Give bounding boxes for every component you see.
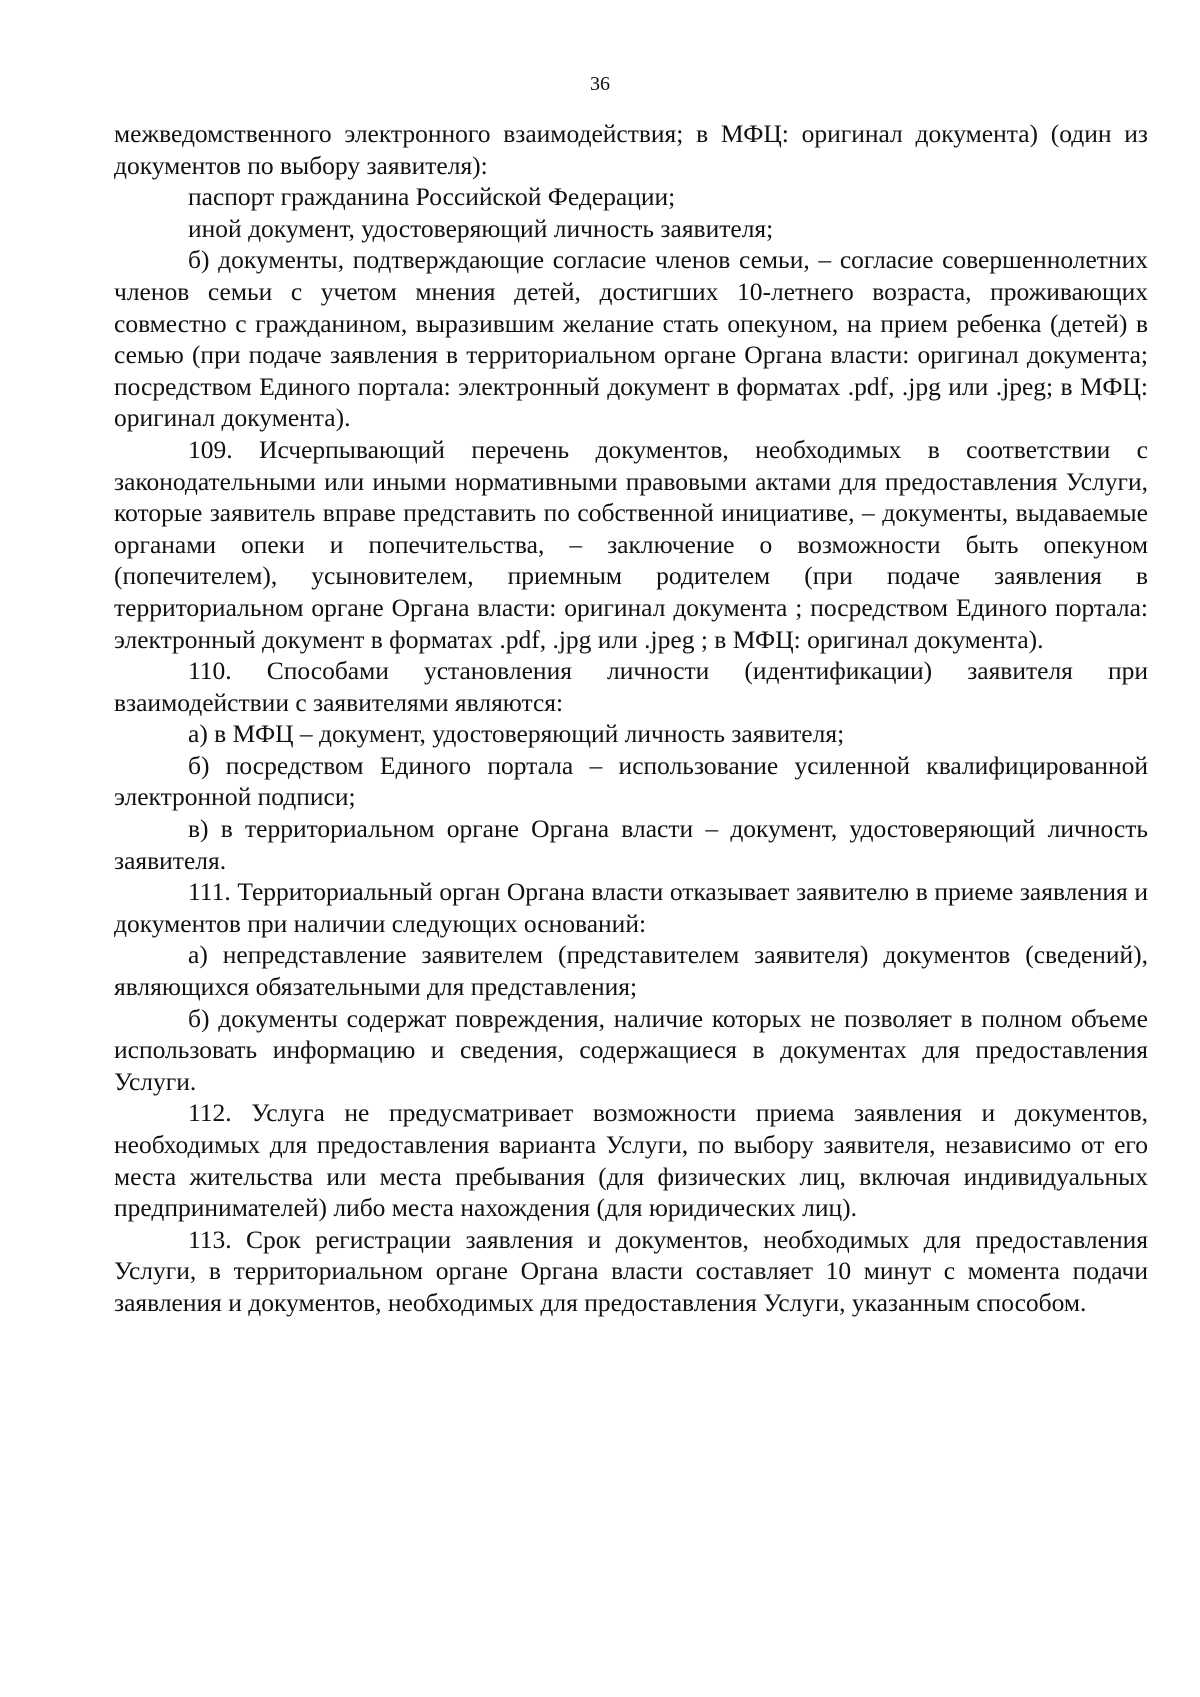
clause-111: 111. Территориальный орган Органа власти отказывает заявителю в приеме заявления и документов при наличии следующих оснований: xyxy=(114,877,1148,938)
paragraph-continuation: межведомственного электронного взаимодействия; в МФЦ: оригинал документа) (один из документов по выбору заявителя): xyxy=(114,119,1148,180)
clause-110: 110. Способами установления личности (идентификации) заявителя при взаимодействии с заявителями являются: xyxy=(114,656,1148,717)
list-item-110-c: в) в территориальном органе Органа власти – документ, удостоверяющий личность заявителя. xyxy=(114,814,1148,875)
clause-112: 112. Услуга не предусматривает возможности приема заявления и документов, необходимых для предоставления варианта Услуги, по выбору заявителя, независимо от его места жительства или места пребывания (для физических лиц, включая индивидуальных предпринимателей) либо места нахождения (для юридических лиц). xyxy=(114,1098,1148,1223)
list-item-110-a: а) в МФЦ – документ, удостоверяющий личность заявителя; xyxy=(188,719,845,749)
page-number: 36 xyxy=(590,73,610,95)
clause-109: 109. Исчерпывающий перечень документов, необходимых в соответствии с законодательными или иными нормативными правовыми актами для предоставления Услуги, которые заявитель вправе представить по собственной инициативе, – документы, выдаваемые органами опеки и попечительства, – заключение о возможности быть опекуном (попечителем), усыновителем, приемным родителем (при подаче заявления в территориальном органе Органа власти: оригинал документа ; посредством Единого портала: электронный документ в форматах .pdf, .jpg или .jpeg ; в МФЦ: оригинал документа). xyxy=(114,434,1148,654)
list-item-110-b: б) посредством Единого портала – использование усиленной квалифицированной электронной подписи; xyxy=(114,750,1148,812)
list-item-family-consent: б) документы, подтверждающие согласие членов семьи, – согласие совершеннолетних членов семьи с учетом мнения детей, достигших 10-летнего возраста, проживающих совместно с гражданином, выразившим желание стать опекуном, на прием ребенка (детей) в семью (при подаче заявления в территориальном органе Органа власти: оригинал документа; посредством Единого портала: электронный документ в форматах .pdf, .jpg или .jpeg; в МФЦ: оригинал документа). xyxy=(114,245,1148,433)
list-item-other-id: иной документ, удостоверяющий личность заявителя; xyxy=(188,213,774,243)
list-item-111-a: а) непредставление заявителем (представителем заявителя) документов (сведений), являющихся обязательными для представления; xyxy=(114,940,1148,1002)
document-body xyxy=(114,118,1148,1319)
list-item-111-b: б) документы содержат повреждения, наличие которых не позволяет в полном объеме использовать информацию и сведения, содержащиеся в документах для предоставления Услуги. xyxy=(114,1003,1148,1096)
list-item-passport: паспорт гражданина Российской Федерации; xyxy=(188,182,676,212)
clause-113: 113. Срок регистрации заявления и документов, необходимых для предоставления Услуги, в территориальном органе Органа власти составляет 10 минут с момента подачи заявления и документов, необходимых для предоставления Услуги, указанным способом. xyxy=(114,1224,1148,1317)
